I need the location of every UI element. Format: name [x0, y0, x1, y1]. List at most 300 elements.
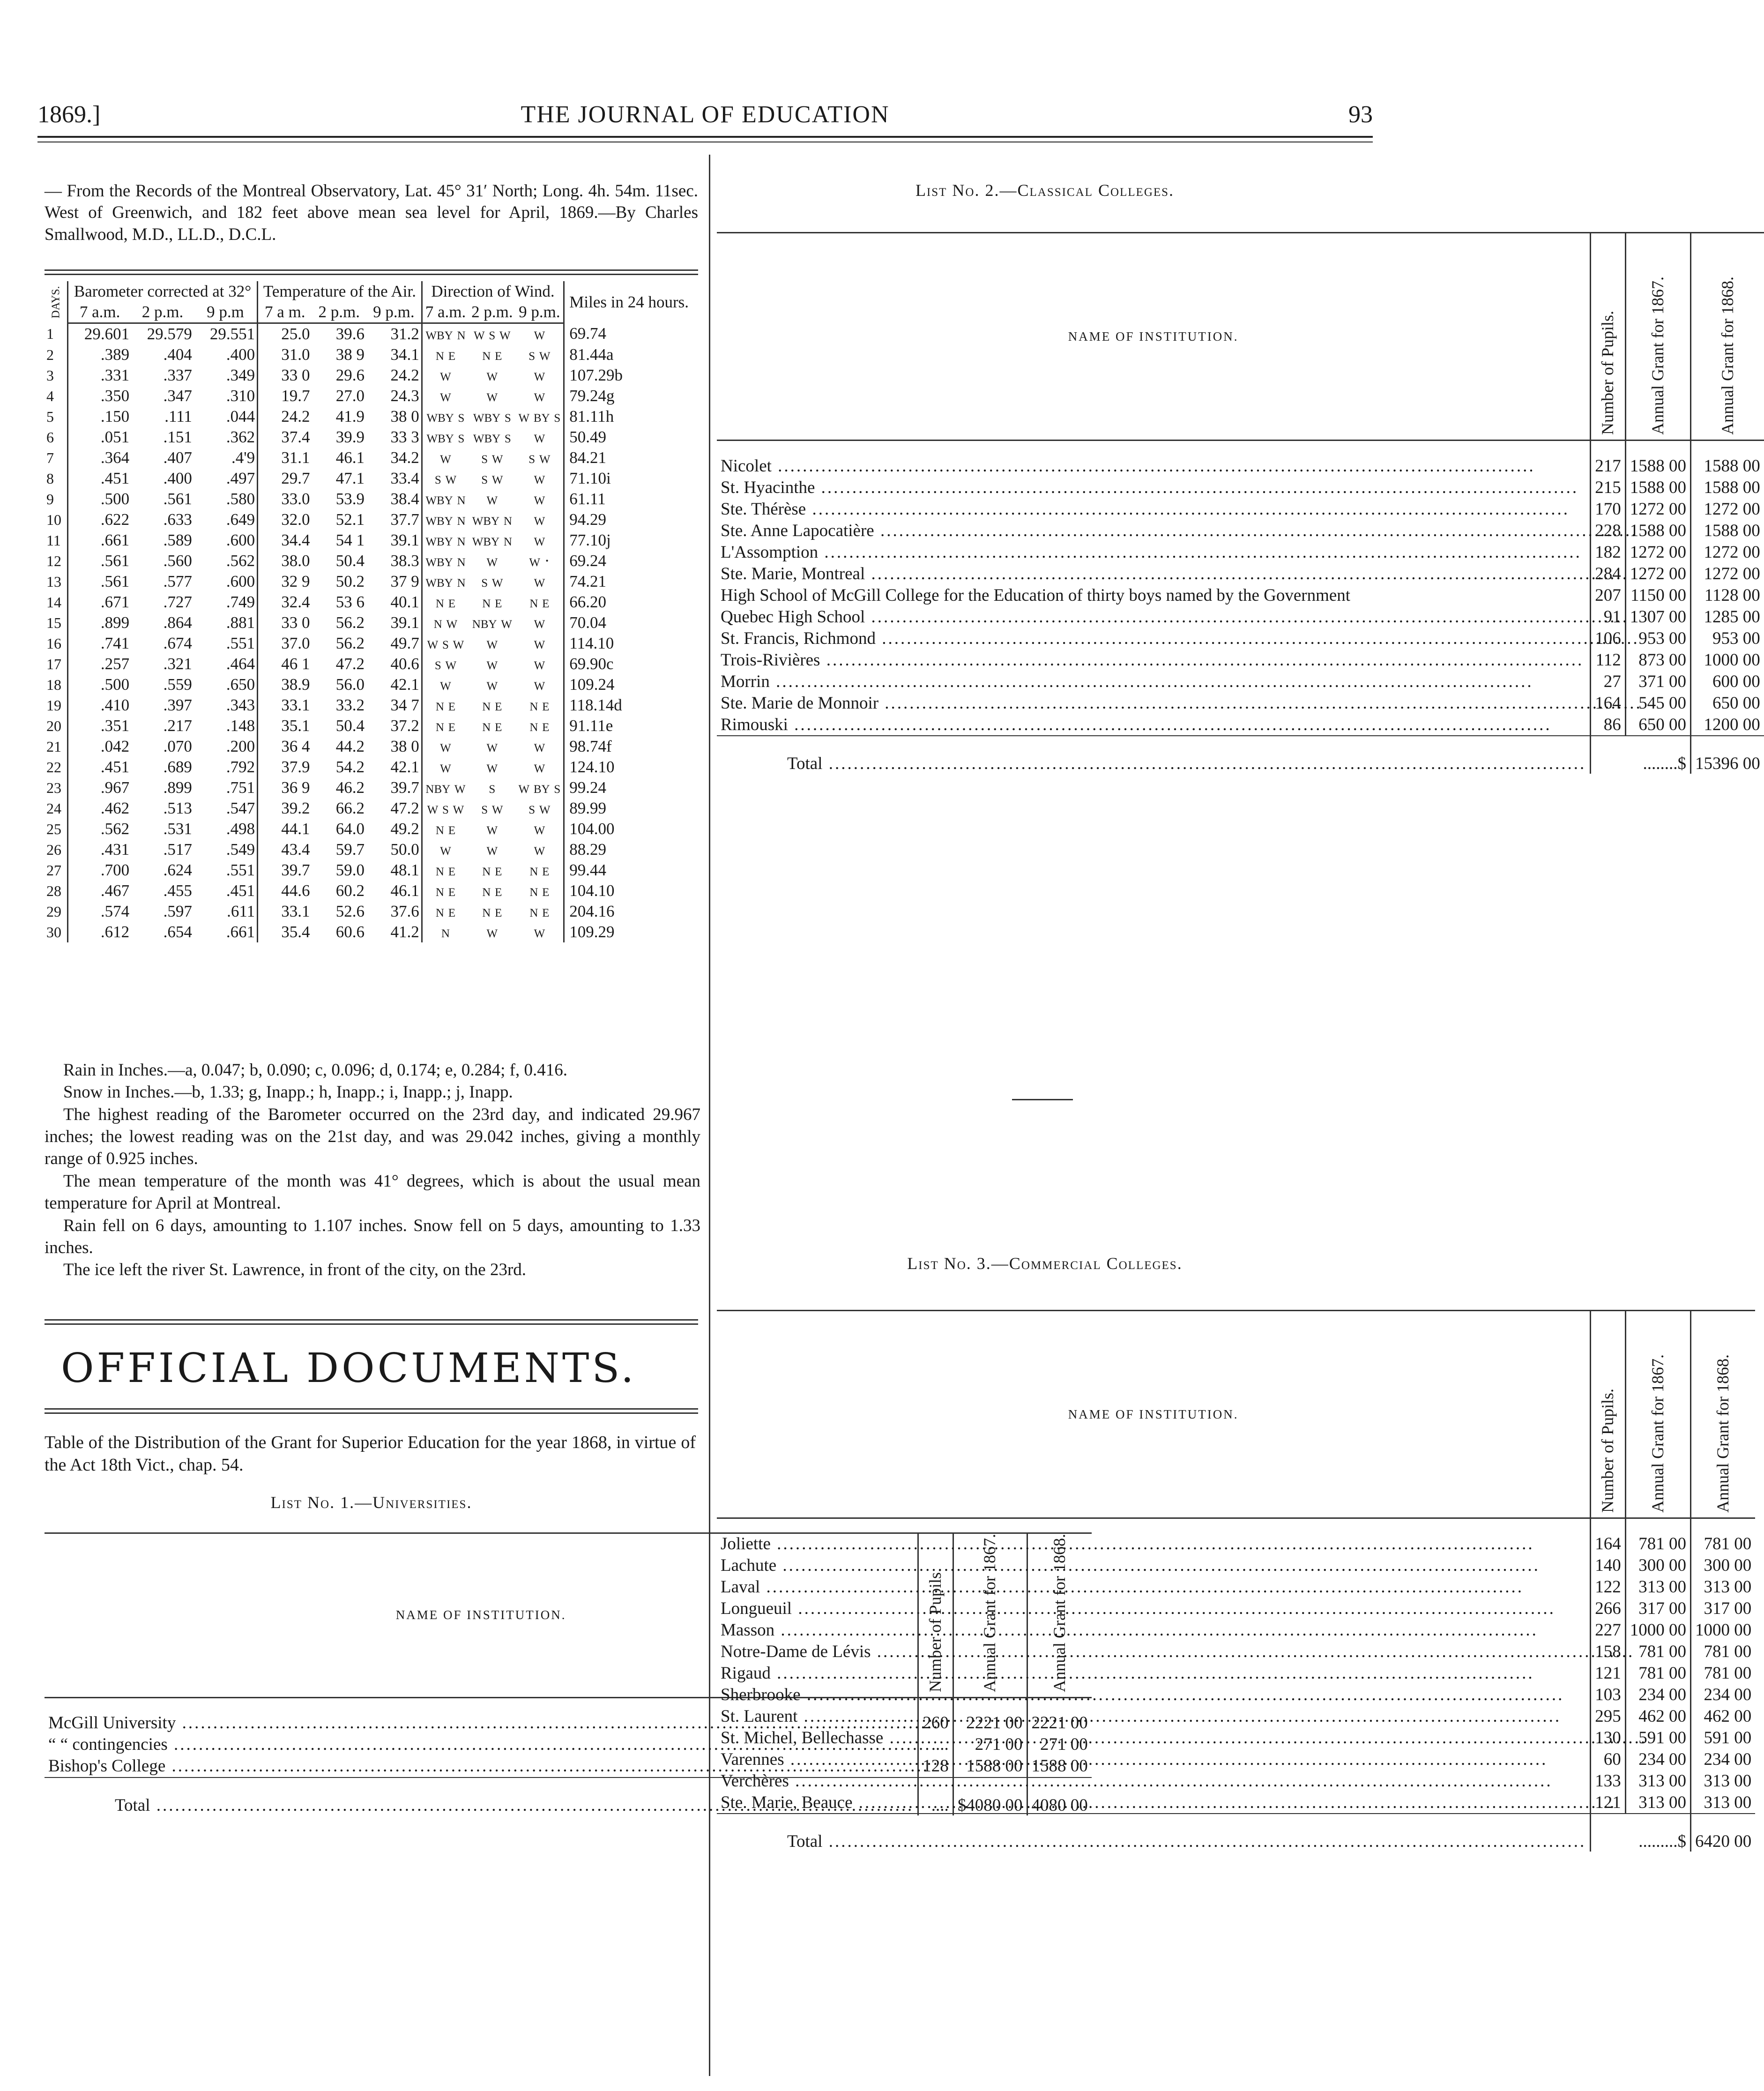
list2-title: List No. 2.—Classical Colleges. — [915, 181, 1175, 200]
pupil-count: 295 — [1591, 1705, 1626, 1727]
weather-cell: .792 — [194, 757, 258, 777]
weather-cell: s w — [434, 655, 457, 673]
weather-cell: 39.2 — [281, 799, 310, 817]
grant-1867: 313 00 — [1625, 1770, 1690, 1792]
weather-cell: 49.7 — [366, 633, 422, 654]
weather-cell: wby n — [425, 325, 466, 343]
grant1868-header-text: Annual Grant for 1868. — [1049, 1534, 1069, 1692]
institution-row — [717, 1619, 1755, 1641]
weather-cell: .500 — [100, 490, 130, 508]
weather-cell: .337 — [163, 366, 192, 384]
grant-1868: 1000 00 — [1691, 649, 1764, 671]
weather-cell: 29.7 — [281, 469, 310, 487]
header-year: 1869.] — [37, 101, 101, 128]
weather-cell: 69.90c — [569, 655, 614, 673]
institution-name-text: Quebec High School — [721, 607, 865, 627]
weather-cell: 31.1 — [281, 448, 310, 467]
weather-cell: 46.2 — [335, 778, 365, 797]
institution-name-text: Ste. Marie, Beauce — [721, 1792, 853, 1812]
weather-cell: 14 — [45, 592, 68, 612]
weather-cell: n e — [435, 881, 455, 900]
weather-row — [45, 448, 696, 468]
pupil-count: 207 — [1591, 584, 1626, 606]
grant-1868: 234 00 — [1691, 1684, 1756, 1705]
grant-1868: 300 00 — [1691, 1554, 1756, 1576]
grant-1867: 317 00 — [1625, 1598, 1690, 1619]
weather-cell: w — [516, 468, 564, 489]
weather-cell: w by s — [516, 777, 564, 798]
weather-cell: s w — [516, 798, 564, 819]
table-header-row — [717, 1311, 1755, 1518]
total-1867: $4080 00 — [953, 1777, 1027, 1815]
grant-1867: 1272 00 — [1625, 498, 1690, 520]
weather-cell: .597 — [163, 902, 192, 920]
weather-row — [45, 633, 696, 654]
weather-cell: .150 — [100, 407, 130, 426]
weather-cell: 107.29b — [569, 366, 623, 384]
weather-subheader: 9 p.m. — [516, 302, 564, 323]
weather-cell: s w — [481, 469, 503, 487]
pupil-count: 164 — [1591, 1533, 1626, 1554]
grant-1867: 1000 00 — [1625, 1619, 1690, 1641]
weather-cell: 60.6 — [335, 923, 365, 941]
grant-1868: 317 00 — [1691, 1598, 1756, 1619]
weather-cell: 37.2 — [366, 716, 422, 736]
institution-name-text: McGill University — [48, 1713, 176, 1733]
weather-cell: 8 — [45, 468, 68, 489]
institution-name — [717, 1598, 1591, 1619]
weather-cell: .577 — [163, 572, 192, 590]
weather-cell: 33.0 — [281, 490, 310, 508]
weather-note: The mean temperature of the month was 41° degrees, which is about the usual mean temperature for April at Montreal. — [45, 1171, 700, 1213]
total-label-text: Total — [787, 754, 823, 773]
institution-row — [717, 627, 1764, 649]
institution-row — [717, 1533, 1755, 1554]
weather-cell: .749 — [194, 592, 258, 612]
weather-cell: 40.1 — [366, 592, 422, 612]
institution-name — [717, 606, 1591, 627]
weather-cell: .400 — [194, 344, 258, 365]
pupils-header-text: Number of Pupils. — [1598, 311, 1617, 435]
grant-1868: 600 00 — [1691, 671, 1764, 692]
weather-cell: 25.0 — [281, 325, 310, 343]
grant-1868: 234 00 — [1691, 1748, 1756, 1770]
pupil-count: 170 — [1591, 498, 1626, 520]
weather-cell: .451 — [194, 881, 258, 901]
weather-cell: 50.4 — [335, 717, 365, 735]
grant-1867: 781 00 — [1625, 1662, 1690, 1684]
weather-cell: .044 — [194, 406, 258, 427]
weather-cell: .431 — [100, 840, 130, 859]
weather-cell: 54.2 — [335, 758, 365, 776]
weather-cell: 29.6 — [335, 366, 365, 384]
weather-cell: 64.0 — [335, 820, 365, 838]
institution-name-text: St. Hyacinthe — [721, 478, 815, 497]
grant-1868: 650 00 — [1691, 692, 1764, 714]
weather-cell: 61.11 — [569, 490, 606, 508]
weather-cell: 50.0 — [366, 839, 422, 860]
weather-cell: .864 — [163, 613, 192, 632]
weather-cell: 30 — [45, 922, 68, 942]
weather-cell: wby n — [425, 510, 466, 529]
institution-name — [717, 692, 1591, 714]
institution-name-text: Ste. Anne Lapocatière — [721, 521, 874, 540]
institution-row — [717, 714, 1764, 736]
weather-cell: n e — [435, 345, 455, 364]
weather-cell: .151 — [163, 428, 192, 446]
weather-cell: s w — [516, 344, 564, 365]
institution-name — [717, 455, 1591, 477]
weather-cell: 59.7 — [335, 840, 365, 859]
weather-table — [45, 281, 696, 942]
weather-cell: .661 — [194, 922, 258, 942]
weather-cell: 37.6 — [366, 901, 422, 922]
weather-cell: wby n — [425, 531, 466, 549]
weather-cell: w — [440, 387, 451, 405]
institution-row — [717, 584, 1764, 606]
weather-cell: n e — [482, 717, 502, 735]
grant-1868: 2221 00 — [1027, 1712, 1092, 1734]
weather-cell: 56.2 — [335, 634, 365, 652]
institution-name-text: Masson — [721, 1620, 775, 1640]
institution-row — [717, 606, 1764, 627]
leader-dots — [801, 1685, 1564, 1704]
grant-1868: 781 00 — [1691, 1662, 1756, 1684]
weather-cell: 33.4 — [366, 468, 422, 489]
page-header — [37, 101, 1373, 129]
weather-cell: .404 — [163, 345, 192, 364]
weather-subheader: 2 p.m. — [131, 302, 194, 323]
weather-cell: .351 — [100, 717, 130, 735]
weather-cell: 37.0 — [281, 634, 310, 652]
weather-cell: 46.1 — [335, 448, 365, 467]
weather-cell: 33.1 — [281, 696, 310, 714]
leader-dots — [883, 1728, 1647, 1747]
weather-cell: .967 — [100, 778, 130, 797]
weather-cell: n e — [435, 861, 455, 879]
weather-cell: 46.1 — [366, 881, 422, 901]
weather-cell: 29.579 — [147, 325, 192, 343]
institution-name-text: Morrin — [721, 672, 770, 691]
pupil-count: 103 — [1591, 1684, 1626, 1705]
weather-cell: .674 — [163, 634, 192, 652]
total-row — [717, 1814, 1755, 1852]
leader-dots — [853, 1793, 1616, 1812]
weather-cell: 34.4 — [281, 531, 310, 549]
weather-cell: nby w — [425, 778, 466, 797]
leader-dots — [876, 629, 1639, 648]
weather-cell: n e — [435, 820, 455, 838]
institution-name — [717, 1684, 1591, 1705]
leader-dots — [772, 456, 1535, 476]
journal-title: THE JOURNAL OF EDUCATION — [521, 101, 890, 128]
institution-row — [717, 1684, 1755, 1705]
weather-row — [45, 406, 696, 427]
weather-cell: .257 — [100, 655, 130, 673]
leader-dots — [878, 694, 1642, 713]
weather-cell: .451 — [100, 758, 130, 776]
weather-cell: w — [516, 489, 564, 509]
leader-dots — [771, 1534, 1534, 1553]
weather-cell: w — [486, 840, 498, 859]
pupils-column-header — [1591, 1311, 1626, 1518]
weather-cell: 89.99 — [569, 799, 607, 817]
weather-cell: 11 — [45, 530, 68, 551]
weather-cell: w — [486, 366, 498, 384]
weather-cell: 33.2 — [335, 696, 365, 714]
weather-cell: n e — [516, 716, 564, 736]
institution-name — [717, 1554, 1591, 1576]
weather-cell: 114.10 — [569, 634, 614, 652]
weather-cell: .661 — [100, 531, 130, 549]
leader-dots — [788, 715, 1552, 734]
weather-cell: .689 — [163, 758, 192, 776]
weather-cell: 16 — [45, 633, 68, 654]
grant-1868: 1128 00 — [1691, 584, 1764, 606]
weather-row — [45, 695, 696, 716]
weather-row — [45, 674, 696, 695]
weather-cell: w — [516, 612, 564, 633]
notes-rule — [45, 1319, 698, 1325]
weather-cell: 38.0 — [281, 552, 310, 570]
weather-cell: 50.2 — [335, 572, 365, 590]
spacer-cell — [1691, 1518, 1756, 1533]
weather-cell: w s w — [427, 634, 464, 652]
institution-row — [717, 1792, 1755, 1814]
weather-cell: .654 — [163, 923, 192, 941]
institution-name-text: Rigaud — [721, 1663, 771, 1683]
weather-cell: 31.2 — [366, 323, 422, 345]
grant-1867: 462 00 — [1625, 1705, 1690, 1727]
weather-cell: .589 — [163, 531, 192, 549]
weather-cell: 39.7 — [366, 777, 422, 798]
weather-cell: 38.3 — [366, 551, 422, 571]
weather-cell: 41.9 — [335, 407, 365, 426]
weather-row — [45, 839, 696, 860]
weather-cell: 88.29 — [569, 840, 607, 859]
weather-cell: 35.4 — [281, 923, 310, 941]
intro-rule — [45, 269, 698, 275]
total-1868: 6420 00 — [1691, 1814, 1756, 1852]
weather-cell: 47.2 — [366, 798, 422, 819]
weather-cell: 37.7 — [366, 509, 422, 530]
pupil-count: 140 — [1591, 1554, 1626, 1576]
weather-cell: 56.0 — [335, 675, 365, 694]
weather-cell: 24.3 — [366, 386, 422, 406]
weather-cell: 19.7 — [281, 387, 310, 405]
weather-cell: 31.0 — [281, 345, 310, 364]
weather-row — [45, 901, 696, 922]
weather-cell: w — [516, 922, 564, 942]
institution-name-text: Sherbrooke — [721, 1685, 801, 1704]
weather-cell: 66.20 — [569, 593, 607, 611]
weather-cell: w — [516, 674, 564, 695]
weather-cell: 44.1 — [281, 820, 310, 838]
weather-cell: 39.7 — [281, 861, 310, 879]
weather-row — [45, 798, 696, 819]
institution-name — [717, 1705, 1591, 1727]
name-column-header: NAME OF INSTITUTION. — [717, 233, 1591, 441]
weather-cell: 20 — [45, 716, 68, 736]
pupil-count: 112 — [1591, 649, 1626, 671]
weather-cell: 47.1 — [335, 469, 365, 487]
weather-cell: 24.2 — [366, 365, 422, 386]
institution-name-text: St. Laurent — [721, 1706, 798, 1726]
pupil-count: 91 — [1591, 606, 1626, 627]
grant-1867: 781 00 — [1625, 1641, 1690, 1662]
institution-row — [717, 649, 1764, 671]
weather-cell: 33 0 — [281, 613, 310, 632]
spacer-cell — [1625, 441, 1690, 456]
weather-cell: 48.1 — [366, 860, 422, 881]
grant-1868: 1588 00 — [1691, 455, 1764, 477]
pupil-count: 60 — [1591, 1748, 1626, 1770]
weather-cell: 50.4 — [335, 552, 365, 570]
weather-cell: .551 — [194, 633, 258, 654]
weather-cell: 104.00 — [569, 820, 615, 838]
weather-cell: .559 — [163, 675, 192, 694]
leader-dots — [792, 1599, 1556, 1618]
leader-dots — [874, 521, 1638, 540]
weather-cell: .321 — [163, 655, 192, 673]
weather-cell: 34.1 — [366, 344, 422, 365]
leader-dots — [770, 672, 1533, 691]
miles-header: Miles in 24 hours. — [569, 292, 689, 311]
weather-cell: w · — [516, 551, 564, 571]
name-column-header: NAME OF INSTITUTION. — [45, 1533, 918, 1698]
weather-cell: 91.11e — [569, 717, 613, 735]
grant1867-header-text: Annual Grant for 1867. — [1648, 276, 1667, 435]
institution-row — [717, 1748, 1755, 1770]
grant1868-column-header — [1691, 1311, 1756, 1518]
weather-cell: wby s — [426, 407, 465, 426]
institution-row — [717, 477, 1764, 498]
weather-cell: 38 0 — [366, 406, 422, 427]
weather-cell: w — [486, 758, 498, 776]
weather-cell: 29.551 — [194, 323, 258, 345]
pupil-count: 27 — [1591, 671, 1626, 692]
pupil-count: 164 — [1591, 692, 1626, 714]
weather-note: Snow in Inches.—b, 1.33; g, Inapp.; h, Inapp.; i, Inapp.; j, Inapp. — [63, 1083, 513, 1102]
weather-cell: n e — [435, 717, 455, 735]
weather-cell: 24 — [45, 798, 68, 819]
weather-cell: n e — [435, 902, 455, 920]
weather-cell: w — [516, 386, 564, 406]
weather-note: The ice left the river St. Lawrence, in front of the city, on the 23rd. — [63, 1260, 527, 1280]
weather-row — [45, 860, 696, 881]
weather-cell: .561 — [100, 552, 130, 570]
weather-cell: 36 9 — [281, 778, 310, 797]
weather-cell: 39.1 — [366, 530, 422, 551]
weather-cell: .349 — [194, 365, 258, 386]
grant-1867: 1272 00 — [1625, 563, 1690, 584]
weather-cell: 53 6 — [335, 593, 365, 611]
weather-cell: .111 — [164, 407, 192, 426]
grant-1867: 371 00 — [1625, 671, 1690, 692]
institution-row — [717, 498, 1764, 520]
weather-cell: n e — [482, 902, 502, 920]
weather-cell: .343 — [194, 695, 258, 716]
weather-cell: 84.21 — [569, 448, 607, 467]
weather-cell: .331 — [100, 366, 130, 384]
weather-cell: w — [516, 736, 564, 757]
weather-cell: .347 — [163, 387, 192, 405]
weather-cell: w — [516, 633, 564, 654]
institution-row — [717, 1727, 1755, 1748]
institution-row — [717, 1554, 1755, 1576]
weather-cell: w — [516, 819, 564, 839]
total-pupils: .... — [918, 1777, 953, 1815]
pupil-count: 86 — [1591, 714, 1626, 736]
weather-cell: w — [516, 509, 564, 530]
grant-1867: 2221 00 — [953, 1712, 1027, 1734]
weather-cell: .700 — [100, 861, 130, 879]
weather-cell: .622 — [100, 510, 130, 529]
weather-cell: .551 — [194, 860, 258, 881]
grant-1868: 271 00 — [1027, 1734, 1092, 1755]
institution-name-text: Lachute — [721, 1555, 777, 1575]
weather-cell: .362 — [194, 427, 258, 448]
weather-cell: 15 — [45, 612, 68, 633]
weather-cell: 69.24 — [569, 552, 607, 570]
grant-1868: 313 00 — [1691, 1792, 1756, 1814]
grant-1867: 873 00 — [1625, 649, 1690, 671]
weather-cell: .633 — [163, 510, 192, 529]
commercial-colleges-table — [717, 1310, 1755, 1852]
pupils-header-text: Number of Pupils. — [926, 1568, 945, 1692]
spacer-row — [717, 441, 1764, 456]
weather-cell: 204.16 — [569, 902, 615, 920]
leader-dots — [823, 754, 1586, 773]
institution-name-text: Ste. Marie de Monnoir — [721, 693, 879, 713]
leader-dots — [823, 1832, 1586, 1851]
weather-cell: .580 — [194, 489, 258, 509]
pupil-count: 158 — [1591, 1641, 1626, 1662]
weather-cell: 24.2 — [281, 407, 310, 426]
weather-cell: 37.4 — [281, 428, 310, 446]
weather-cell: w — [440, 737, 451, 755]
weather-cell: 12 — [45, 551, 68, 571]
institution-name — [717, 1792, 1591, 1814]
leader-dots — [797, 1707, 1561, 1726]
total-label — [717, 736, 1591, 774]
weather-cell: 33.1 — [281, 902, 310, 920]
weather-cell: 27 — [45, 860, 68, 881]
weather-cell: 71.10i — [569, 469, 611, 487]
weather-cell: wby n — [472, 531, 512, 549]
weather-cell: 3 — [45, 365, 68, 386]
weather-cell: n e — [516, 695, 564, 716]
grant-1867: 1588 00 — [1625, 455, 1690, 477]
weather-cell: w s w — [474, 325, 511, 343]
weather-cell: s w — [434, 469, 457, 487]
weather-cell: .611 — [194, 901, 258, 922]
weather-cell: s w — [516, 448, 564, 468]
header-rule — [37, 136, 1373, 138]
weather-cell: 33 3 — [366, 427, 422, 448]
weather-cell: .600 — [194, 571, 258, 592]
weather-notes — [45, 1059, 700, 1281]
weather-cell: 34 7 — [366, 695, 422, 716]
spacer-cell — [1591, 441, 1626, 456]
weather-cell: n e — [482, 345, 502, 364]
weather-cell: 25 — [45, 819, 68, 839]
weather-cell: 40.6 — [366, 654, 422, 674]
institution-row — [717, 671, 1764, 692]
weather-cell: .751 — [194, 777, 258, 798]
weather-cell: 74.21 — [569, 572, 607, 590]
weather-row — [45, 736, 696, 757]
